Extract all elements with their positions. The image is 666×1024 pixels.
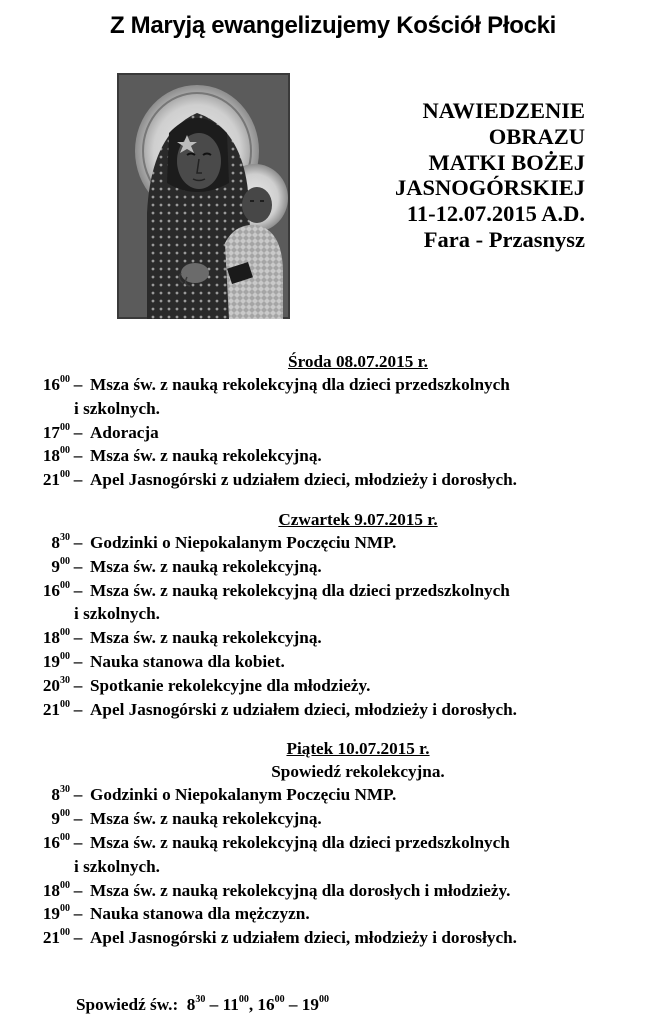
- schedule-row: $8^{30}$ – Godzinki o Niepokalanym Poczęciu NMP.: [0, 783, 666, 807]
- schedule-row: $20^{30}$ – Spotkanie rekolekcyjne dla młodzieży.: [0, 674, 666, 698]
- schedule-row: $21^{00}$ – Apel Jasnogórski z udziałem dzieci, młodzieży i dorosłych.: [0, 468, 666, 492]
- time: $17^{00}$: [42, 421, 70, 442]
- schedule-row: $19^{00}$ – Nauka stanowa dla kobiet.: [0, 650, 666, 674]
- day-subheading: Spowiedź rekolekcyjna.: [271, 762, 445, 782]
- event-text: Msza św. z nauką rekolekcyjną.: [90, 809, 322, 829]
- day-heading: Środa 08.07.2015 r.: [288, 352, 428, 371]
- time: $18^{00}$: [42, 627, 70, 648]
- time: $20^{30}$: [42, 674, 70, 695]
- time: $9^{00}$: [51, 808, 70, 829]
- time: $18^{00}$: [42, 445, 70, 466]
- time: $8^{30}$: [51, 531, 70, 552]
- confession-hours: Spowiedź św.: $8^{30} - 11^{00}$, $16^{00} - 19^{00}$: [76, 994, 329, 1014]
- event-text: Apel Jasnogórski z udziałem dzieci, młodzieży i dorosłych.: [90, 928, 517, 948]
- schedule-row: $9^{00}$ – Msza św. z nauką rekolekcyjną.: [0, 555, 666, 579]
- header-line: MATKI BOŻEJ: [428, 149, 585, 175]
- event-text: Msza św. z nauką rekolekcyjną.: [90, 628, 322, 648]
- event-text: Msza św. z nauką rekolekcyjną dla dzieci przedszkolnych: [90, 832, 510, 852]
- time: $18^{00}$: [42, 879, 70, 900]
- schedule-row: $18^{00}$ – Msza św. z nauką rekolekcyjną.: [0, 626, 666, 650]
- schedule-row: $21^{00}$ – Apel Jasnogórski z udziałem dzieci, młodzieży i dorosłych.: [0, 926, 666, 950]
- header-line: NAWIEDZENIE: [422, 98, 585, 123]
- event-text: Apel Jasnogórski z udziałem dzieci, młodzieży i dorosłych.: [90, 699, 517, 719]
- schedule-row: $21^{00}$ – Apel Jasnogórski z udziałem dzieci, młodzieży i dorosłych.: [0, 698, 666, 722]
- schedule: [0, 350, 666, 950]
- schedule-row: $16^{00}$ – Msza św. z nauką rekolekcyjną dla dzieci przedszkolnych: [0, 373, 666, 397]
- event-text: Adoracja: [90, 422, 159, 442]
- time: $21^{00}$: [42, 927, 70, 948]
- schedule-row: $9^{00}$ – Msza św. z nauką rekolekcyjną.: [0, 807, 666, 831]
- event-text: Nauka stanowa dla mężczyzn.: [90, 904, 310, 924]
- header-line: 11-12.07.2015 A.D.: [406, 201, 585, 227]
- schedule-row: $18^{00}$ – Msza św. z nauką rekolekcyjną dla dorosłych i młodzieży.: [0, 879, 666, 903]
- event-text: Msza św. z nauką rekolekcyjną dla dzieci przedszkolnych: [90, 375, 510, 394]
- event-continuation: i szkolnych.: [74, 856, 160, 876]
- header-line: OBRAZU: [488, 123, 585, 149]
- time: $9^{00}$: [51, 555, 70, 576]
- event-text: Msza św. z nauką rekolekcyjną.: [90, 446, 322, 466]
- schedule-row: $19^{00}$ – Nauka stanowa dla mężczyzn.: [0, 902, 666, 926]
- time: $21^{00}$: [42, 698, 70, 719]
- time: $16^{00}$: [42, 831, 70, 852]
- madonna-icon-image: [117, 73, 290, 319]
- event-continuation: i szkolnych.: [74, 398, 160, 418]
- day-heading: Czwartek 9.07.2015 r.: [278, 509, 438, 529]
- event-text: Msza św. z nauką rekolekcyjną dla dorosłych i młodzieży.: [90, 880, 511, 900]
- event-text: Msza św. z nauką rekolekcyjną.: [90, 556, 322, 576]
- time: $16^{00}$: [42, 374, 70, 394]
- header-line: Fara - Przasnysz: [423, 226, 585, 252]
- time: $21^{00}$: [42, 469, 70, 490]
- time: $8^{30}$: [51, 784, 70, 805]
- pilgrimage-header: [300, 98, 585, 253]
- event-continuation: i szkolnych.: [74, 604, 160, 624]
- event-text: Nauka stanowa dla kobiet.: [90, 651, 285, 671]
- page-title: Z Maryją ewangelizujemy Kościół Płocki: [109, 12, 557, 39]
- event-text: Msza św. z nauką rekolekcyjną dla dzieci przedszkolnych: [90, 580, 510, 600]
- event-text: Apel Jasnogórski z udziałem dzieci, młodzieży i dorosłych.: [90, 470, 517, 490]
- event-text: Spotkanie rekolekcyjne dla młodzieży.: [90, 675, 371, 695]
- day-heading: Piątek 10.07.2015 r.: [286, 739, 430, 759]
- header-line: JASNOGÓRSKIEJ: [394, 175, 585, 201]
- schedule-row: $16^{00}$ – Msza św. z nauką rekolekcyjną dla dzieci przedszkolnych: [0, 579, 666, 603]
- event-text: Godzinki o Niepokalanym Poczęciu NMP.: [90, 532, 397, 552]
- schedule-row: $16^{00}$ – Msza św. z nauką rekolekcyjną dla dzieci przedszkolnych: [0, 831, 666, 855]
- event-text: Godzinki o Niepokalanym Poczęciu NMP.: [90, 785, 397, 805]
- time: $19^{00}$: [42, 650, 70, 671]
- schedule-row: $17^{00}$ – Adoracja: [0, 421, 666, 445]
- time: $19^{00}$: [42, 903, 70, 924]
- schedule-row: $8^{30}$ – Godzinki o Niepokalanym Poczęciu NMP.: [0, 531, 666, 555]
- time: $16^{00}$: [42, 579, 70, 600]
- schedule-row: $18^{00}$ – Msza św. z nauką rekolekcyjną.: [0, 444, 666, 468]
